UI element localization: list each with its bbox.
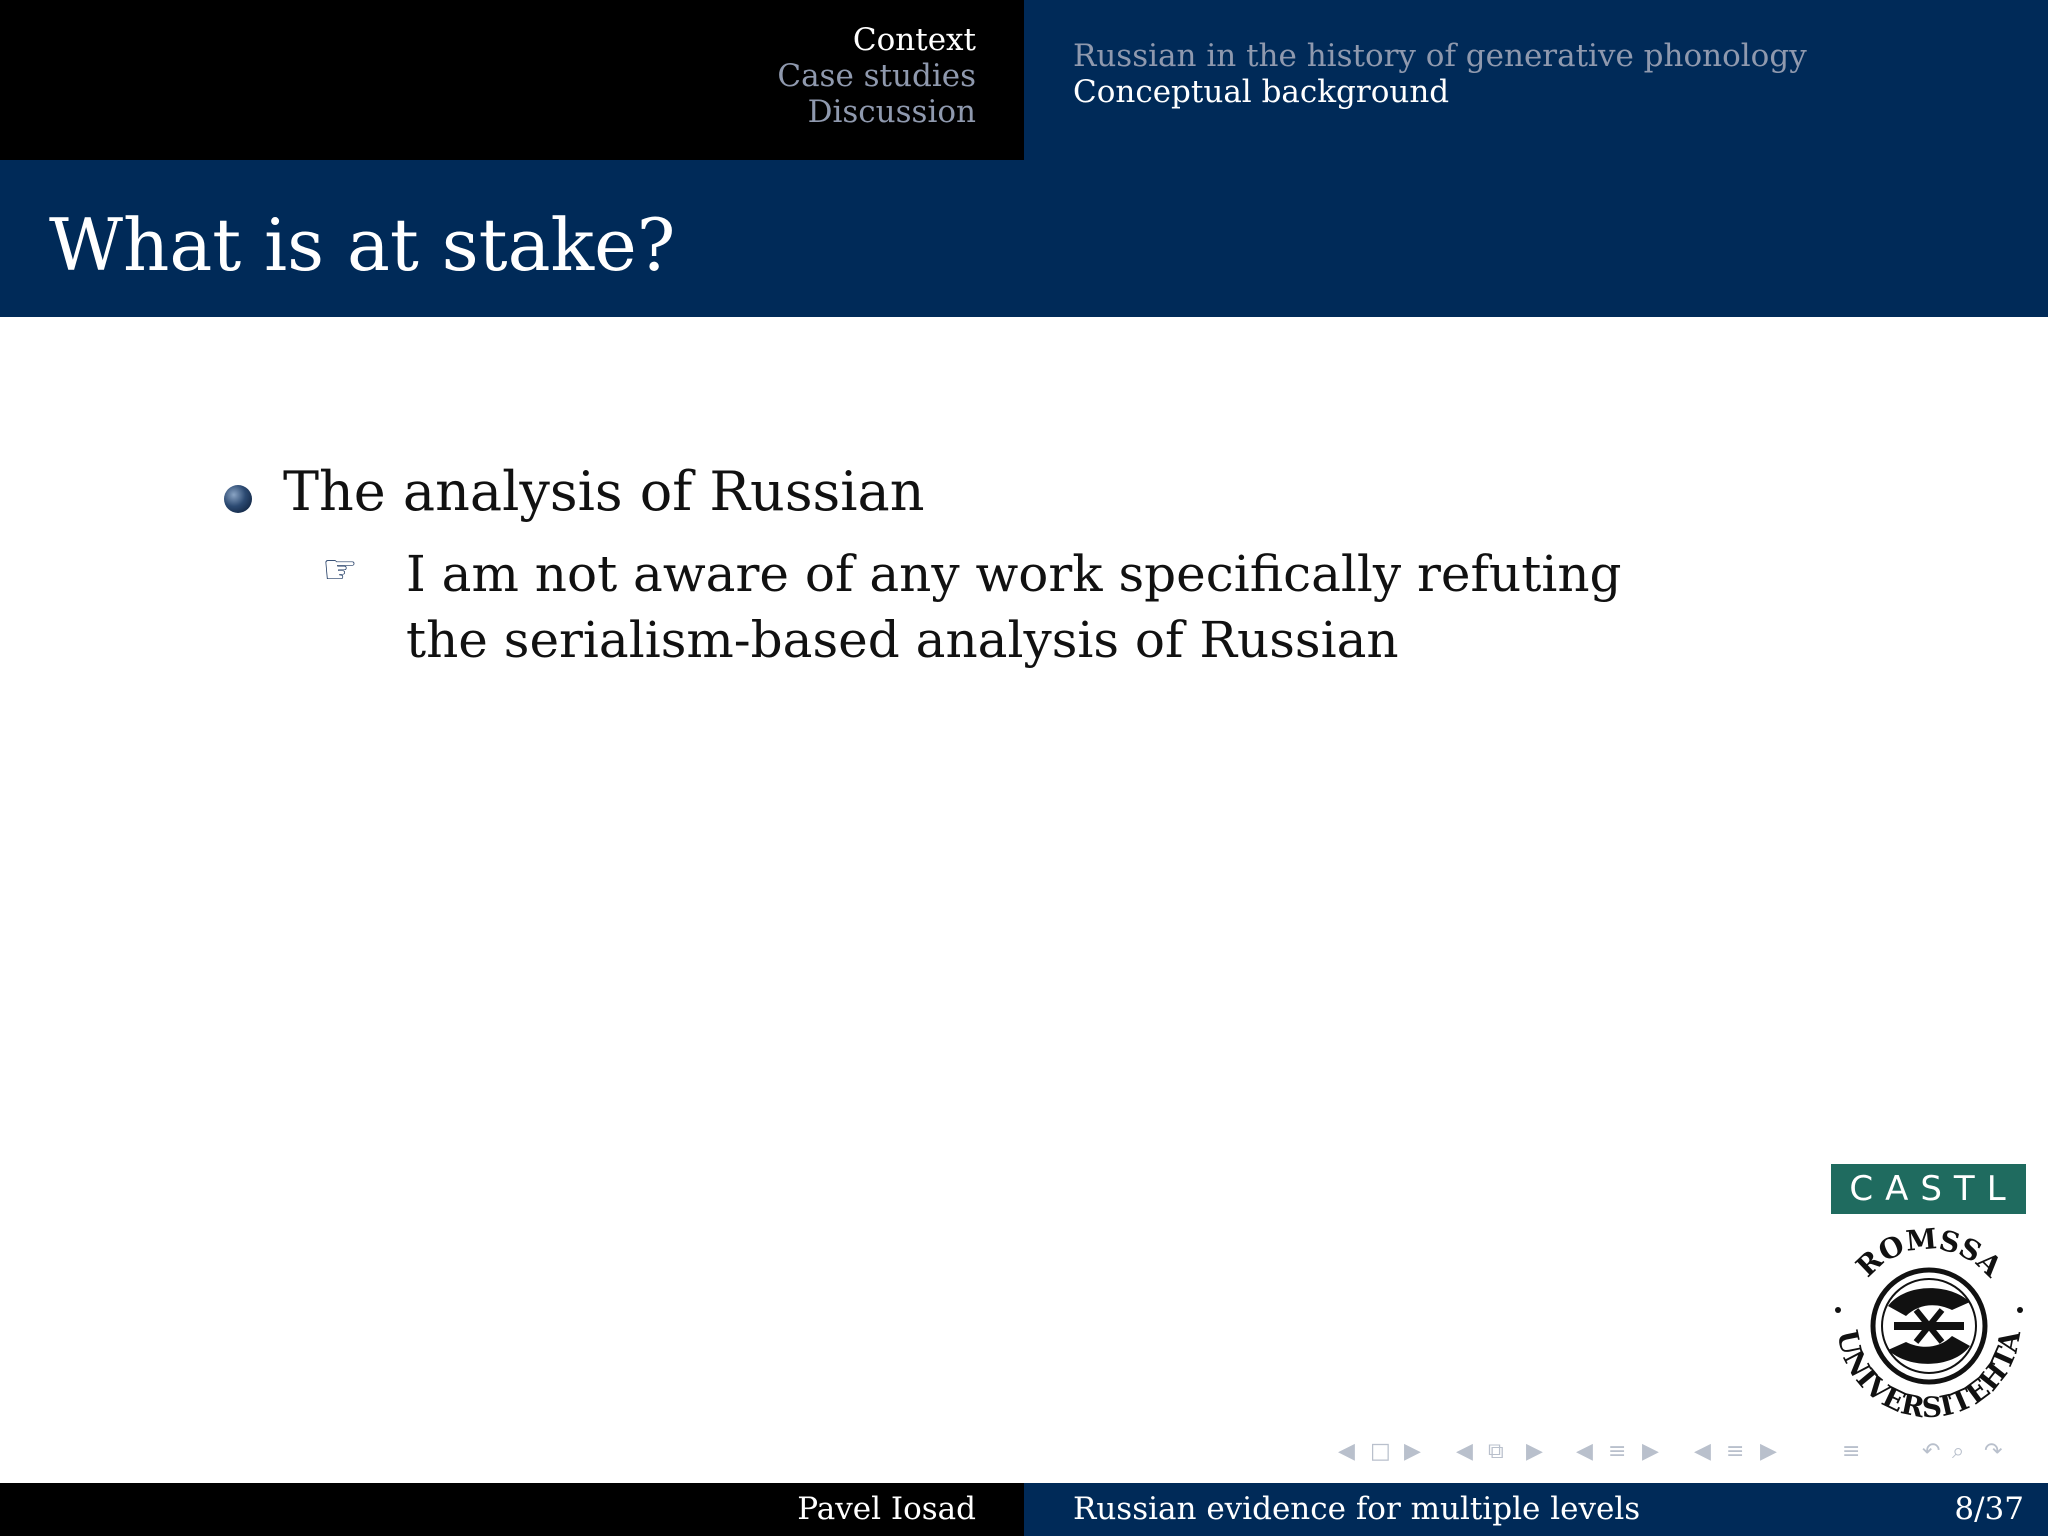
- headline: [0, 0, 2048, 160]
- ball-bullet-icon: [224, 485, 252, 513]
- footer-title: Russian evidence for multiple levels: [1073, 1491, 1641, 1527]
- search-icon[interactable]: ⌕: [1952, 1439, 1965, 1464]
- subsection-icon[interactable]: ⧉: [1488, 1439, 1504, 1464]
- footer-author: Pavel Iosad: [0, 1483, 1024, 1536]
- bullet-item: The analysis of Russian: [283, 460, 925, 523]
- footer-right: [1024, 1483, 2048, 1536]
- section-link-case-studies[interactable]: Case studies: [777, 58, 976, 94]
- subsection-link-conceptual-background[interactable]: Conceptual background: [1073, 74, 1450, 110]
- sub-bullet-item: I am not aware of any work specifically refuting the serialism-based analysis of Russian: [406, 545, 1622, 669]
- frame-title-bar: [0, 160, 2048, 317]
- nav-left-arrow-icon[interactable]: ◀: [1694, 1439, 1711, 1464]
- forward-icon[interactable]: ↷: [1984, 1439, 2003, 1464]
- back-icon[interactable]: ↶: [1922, 1439, 1941, 1464]
- subsection-navigation: [1024, 0, 2048, 160]
- nav-left-arrow-icon[interactable]: ◀: [1456, 1439, 1473, 1464]
- frame-title: What is at stake?: [49, 203, 676, 287]
- nav-right-arrow-icon[interactable]: ▶: [1760, 1439, 1777, 1464]
- outline-icon[interactable]: ≡: [1842, 1439, 1861, 1464]
- nav-left-arrow-icon[interactable]: ◀: [1576, 1439, 1593, 1464]
- nav-right-arrow-icon[interactable]: ▶: [1642, 1439, 1659, 1464]
- nav-right-arrow-icon[interactable]: ▶: [1404, 1439, 1421, 1464]
- subsection-link-history[interactable]: Russian in the history of generative phonology: [1073, 38, 1807, 74]
- seal-lower-text: UNIVERSITEHTA: [1830, 1327, 2028, 1425]
- frame-icon[interactable]: □: [1370, 1439, 1391, 1464]
- castl-logo: CASTL: [1831, 1164, 2026, 1214]
- university-seal-logo: [1824, 1226, 2034, 1426]
- nav-left-arrow-icon[interactable]: ◀: [1338, 1439, 1355, 1464]
- pointing-hand-icon: ☞: [322, 547, 358, 593]
- section-link-discussion[interactable]: Discussion: [807, 94, 976, 130]
- section-icon[interactable]: ≡: [1608, 1439, 1627, 1464]
- nav-right-arrow-icon[interactable]: ▶: [1526, 1439, 1543, 1464]
- beamer-navigation-symbols: [1338, 1438, 2028, 1466]
- section-navigation: [0, 0, 1024, 160]
- seal-upper-text: ROMSSA: [1849, 1226, 2009, 1284]
- section-link-context[interactable]: Context: [852, 22, 976, 58]
- footline: [0, 1483, 2048, 1536]
- page-number: 8/37: [1954, 1491, 2024, 1527]
- document-icon[interactable]: ≡: [1726, 1439, 1745, 1464]
